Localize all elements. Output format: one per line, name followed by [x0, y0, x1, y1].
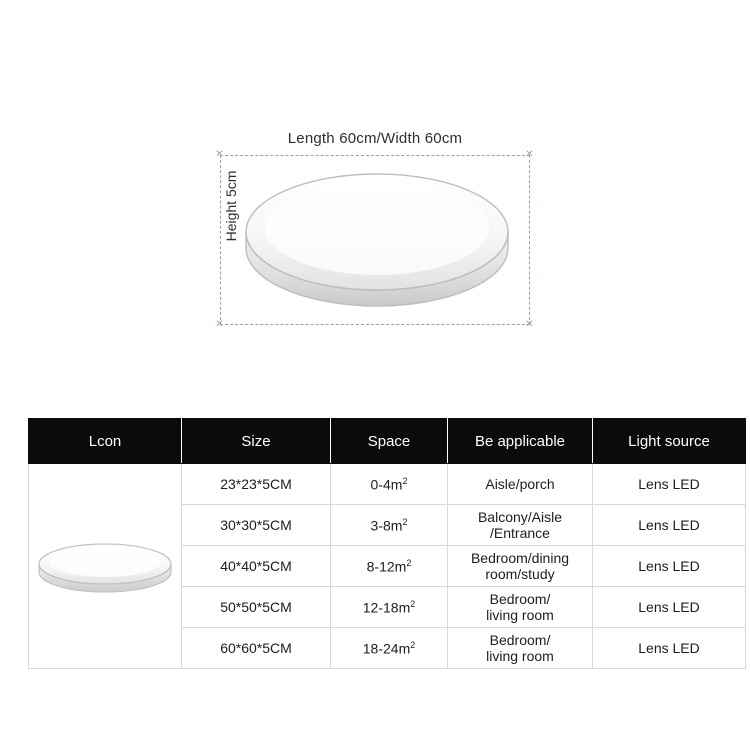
cell-space-superscript: 2	[406, 557, 412, 568]
ceiling-lamp-icon	[35, 538, 175, 594]
applicable-line: living room	[486, 607, 554, 623]
cell-light-source: Lens LED	[593, 505, 746, 546]
lamp-icon-cell	[29, 464, 182, 669]
cell-space-value: 8-12	[366, 558, 395, 575]
cell-space	[331, 505, 448, 546]
ceiling-lamp-icon	[240, 160, 515, 315]
cell-space-value: 18-24	[362, 640, 399, 657]
applicable-line: room/study	[485, 566, 555, 582]
column-header-size: Size	[182, 419, 331, 464]
cell-space-unit: m	[398, 599, 411, 616]
corner-marker-top-left: ✕	[215, 149, 224, 160]
cell-applicable	[448, 464, 593, 505]
cell-space-superscript: 2	[402, 516, 408, 527]
applicable-line: Bedroom/	[489, 632, 551, 648]
cell-space-unit: m	[394, 558, 407, 575]
cell-light-source: Lens LED	[593, 546, 746, 587]
cell-applicable	[448, 546, 593, 587]
column-header-icon: Lcon	[29, 419, 182, 464]
specification-table	[28, 418, 746, 669]
cell-light-source: Lens LED	[593, 587, 746, 628]
cell-space-superscript: 2	[410, 598, 416, 609]
cell-space-unit: m	[398, 640, 411, 657]
top-dimension-label: Length 60cm/Width 60cm	[287, 130, 463, 147]
cell-space	[331, 587, 448, 628]
cell-applicable	[448, 587, 593, 628]
table-row	[29, 464, 746, 505]
cell-light-source: Lens LED	[593, 628, 746, 669]
cell-applicable	[448, 628, 593, 669]
cell-space-superscript: 2	[402, 475, 408, 486]
corner-marker-bottom-left: ✕	[215, 319, 224, 330]
cell-size: 40*40*5CM	[182, 546, 331, 587]
cell-space	[331, 546, 448, 587]
cell-space	[331, 464, 448, 505]
applicable-line: living room	[486, 648, 554, 664]
side-dimension-label: Height 5cm	[223, 170, 239, 242]
column-header-applicable: Be applicable	[448, 419, 593, 464]
applicable-line: Bedroom/	[489, 591, 551, 607]
cell-size: 50*50*5CM	[182, 587, 331, 628]
cell-space-value: 12-18	[362, 599, 399, 616]
cell-size: 30*30*5CM	[182, 505, 331, 546]
applicable-line: /Entrance	[490, 525, 550, 541]
table-body	[29, 464, 746, 669]
corner-marker-top-right: ✕	[525, 149, 534, 160]
table-head	[29, 419, 746, 464]
cell-space-superscript: 2	[410, 639, 416, 650]
table-header-row	[29, 419, 746, 464]
cell-space	[331, 628, 448, 669]
cell-space-unit: m	[390, 517, 403, 534]
cell-size: 23*23*5CM	[182, 464, 331, 505]
applicable-line: Balcony/Aisle	[477, 509, 563, 525]
cell-size: 60*60*5CM	[182, 628, 331, 669]
column-header-space: Space	[331, 419, 448, 464]
cell-space-value: 0-4	[370, 476, 391, 493]
cell-light-source: Lens LED	[593, 464, 746, 505]
cell-space-value: 3-8	[370, 517, 391, 534]
corner-marker-bottom-right: ✕	[525, 319, 534, 330]
applicable-line: Bedroom/dining	[470, 550, 570, 566]
applicable-line: Aisle/porch	[485, 476, 555, 492]
cell-applicable	[448, 505, 593, 546]
cell-space-unit: m	[390, 476, 403, 493]
column-header-light-source: Light source	[593, 419, 746, 464]
specification-table-wrapper	[28, 418, 722, 669]
